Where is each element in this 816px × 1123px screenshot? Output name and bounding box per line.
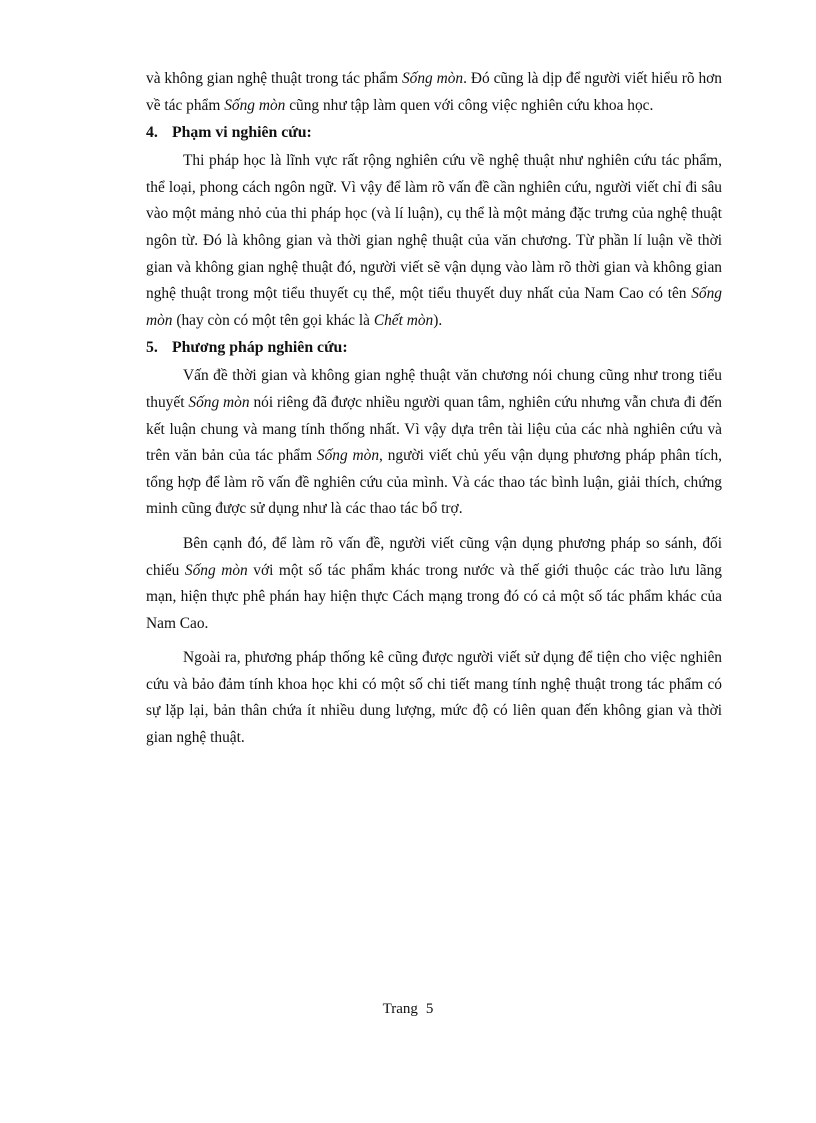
- page-footer: [0, 1001, 816, 1018]
- text-run: và không gian nghệ thuật trong tác phẩm: [146, 70, 402, 87]
- section-5-number: 5.: [146, 339, 158, 357]
- italic-title: Sống mòn: [401, 70, 464, 87]
- section-4-suffix: :: [306, 124, 312, 142]
- page-label: Trang: [382, 1001, 418, 1017]
- text-run: nói riêng đã được nhiều người quan tâm, nghiên cứu nhưng vẫn chưa đi đến kết luận chung và mang tính thống nhất. Vì vậy dựa trên tài liệu của các nhà nghiên cứu và trên văn bản của tác phẩm: [146, 393, 722, 465]
- intro-paragraph: [146, 66, 722, 119]
- italic-title: Sống mòn: [188, 393, 250, 411]
- page-number: 5: [425, 1001, 434, 1017]
- text-run: ).: [433, 311, 443, 329]
- italic-title: Sống mòn: [316, 447, 380, 465]
- italic-title: Sống mòn: [224, 96, 286, 114]
- section-5-heading: [146, 335, 722, 361]
- text-run: . Đó cũng là dịp để người viết hiểu rõ hơn về tác phẩm: [146, 70, 723, 114]
- body-paragraph: [146, 363, 722, 523]
- section-4-heading: [146, 120, 722, 146]
- body-paragraph: [146, 645, 722, 751]
- text-run: Bên cạnh đó, để làm rõ vấn đề, người viết cũng vận dụng phương pháp so sánh, đối chiếu: [146, 534, 722, 579]
- text-run: cũng như tập làm quen với công việc nghiên cứu khoa học.: [285, 96, 654, 114]
- section-5-title: Phương pháp nghiên cứu:: [171, 339, 348, 357]
- text-run: Ngoài ra, phương pháp thống kê cũng được người viết sử dụng để tiện cho việc nghiên cứu và bảo đảm tính khoa học khi có một số chi tiết mang tính nghệ thuật trong tác phẩm có sự lặp lại, bản thân chứa ít nhiều dung lượng, mức độ có liên quan đến không gian và thời gian nghệ thuật.: [146, 649, 722, 747]
- italic-title: Sống mòn: [184, 561, 248, 579]
- text-run: Vấn đề thời gian và không gian nghệ thuật văn chương nói chung cũng như trong tiểu thuyết: [146, 367, 722, 411]
- text-run: , người viết chủ yếu vận dụng phương pháp phân tích, tổng hợp để làm rõ vấn đề nghiên cứu của mình. Và các thao tác bình luận, giải thích, chứng minh cũng được sử dụng như là các thao tác bổ trợ.: [146, 447, 722, 518]
- italic-title: Sống mòn: [146, 285, 722, 329]
- section-5-body: [146, 363, 722, 751]
- italic-title: Chết mòn: [373, 311, 434, 329]
- text-run: (hay còn có một tên gọi khác là: [172, 311, 374, 329]
- text-run: Thi pháp học là lĩnh vực rất rộng nghiên cứu về nghệ thuật như nghiên cứu tác phẩm, thể loại, phong cách ngôn ngữ. Vì vậy để làm rõ vấn đề cần nghiên cứu, người viết chỉ đi sâu vào một mảng nhỏ của thi pháp học (và lí luận), cụ thể là một mảng đặc trưng của nghệ thuật ngôn từ. Đó là không gian và thời gian nghệ thuật của văn chương. Từ phần lí luận về thời gian và không gian nghệ thuật đó, người viết sẽ vận dụng vào làm rõ thời gian và không gian nghệ thuật trong một tiểu thuyết cụ thể, một tiểu thuyết duy nhất của Nam Cao có tên: [146, 152, 722, 303]
- section-4-body: [146, 148, 722, 334]
- text-run: với một số tác phẩm khác trong nước và thế giới thuộc các trào lưu lãng mạn, hiện thực phê phán hay hiện thực Cách mạng trong đó có cả một số tác phẩm khác của Nam Cao.: [146, 561, 722, 632]
- section-4-number: 4.: [146, 124, 158, 142]
- document-page: [146, 66, 722, 752]
- body-paragraph: [146, 531, 722, 637]
- section-4-title: Phạm vi nghiên cứu: [171, 124, 307, 142]
- body-paragraph: [146, 148, 722, 334]
